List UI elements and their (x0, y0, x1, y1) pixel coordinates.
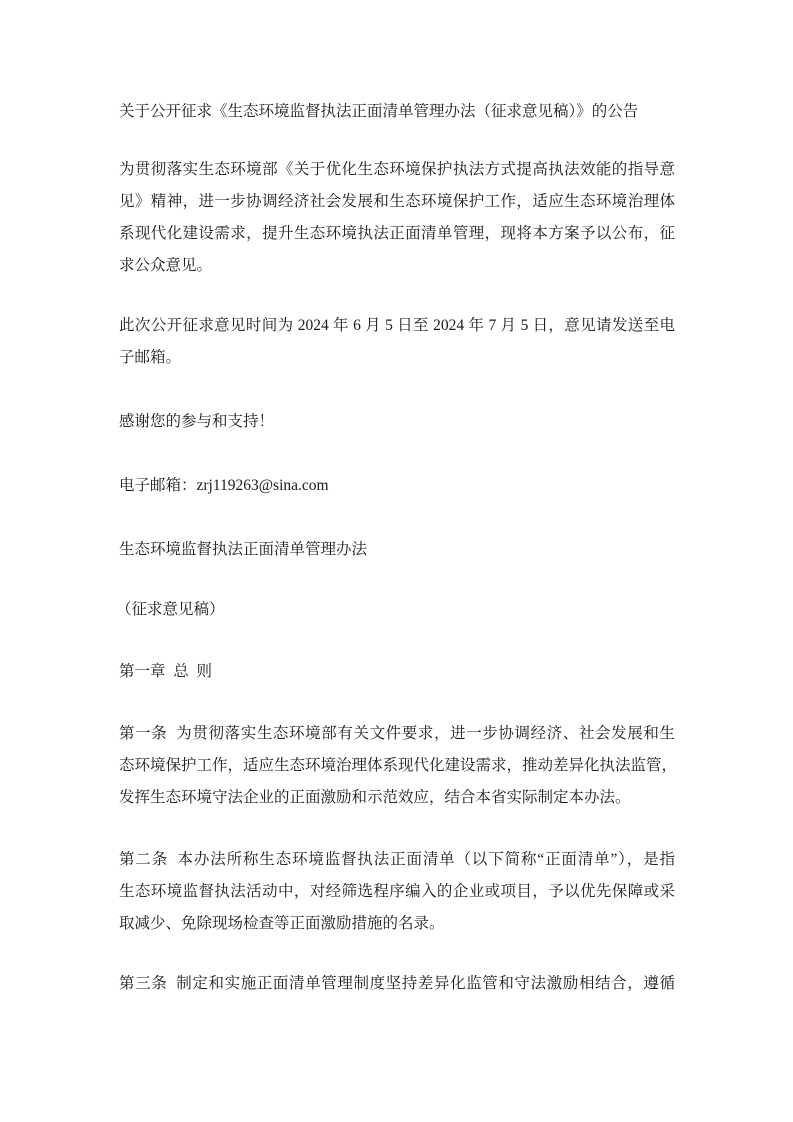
period-line: 子邮箱。 (119, 349, 182, 366)
chapter-heading: 第一章 总 则 (119, 663, 213, 680)
article-1-line: 发挥生态环境守法企业的正面激励和示范效应，结合本省实际制定本办法。 (119, 789, 631, 806)
email-text: 电子邮箱：zrj119263@sina.com (119, 477, 329, 494)
article-1-line: 态环境保护工作，适应生态环境治理体系现代化建设需求，推动差异化执法监管， (119, 757, 678, 774)
period-line: 此次公开征求意见时间为 2024 年 6 月 5 日至 2024 年 7 月 5 日，意见请发送至电 (119, 317, 675, 334)
document-subtitle: （征求意见稿） (116, 601, 225, 618)
article-3-line: 第三条 制定和实施正面清单管理制度坚持差异化监管和守法激励相结合，遵循 (119, 975, 675, 992)
article-2-line: 第二条 本办法所称生态环境监督执法正面清单（以下简称“正面清单”），是指 (119, 851, 675, 868)
document-title: 生态环境监督执法正面清单管理办法 (119, 541, 368, 558)
intro-line: 求公众意见。 (119, 257, 213, 274)
thanks-text: 感谢您的参与和支持！ (119, 413, 275, 430)
intro-line: 系现代化建设需求，提升生态环境执法正面清单管理，现将本方案予以公布，征 (119, 225, 675, 242)
article-2-line: 生态环境监督执法活动中，对经筛选程序编入的企业或项目，予以优先保障或采 (119, 883, 675, 900)
intro-line: 为贯彻落实生态环境部《关于优化生态环境保护执法方式提高执法效能的指导意 (119, 161, 675, 178)
article-2-line: 取减少、免除现场检查等正面激励措施的名录。 (119, 915, 445, 932)
announcement-title: 关于公开征求《生态环境监督执法正面清单管理办法（征求意见稿）》的公告 (119, 103, 639, 120)
intro-line: 见》精神，进一步协调经济社会发展和生态环境保护工作，适应生态环境治理体 (119, 193, 675, 210)
article-1-line: 第一条 为贯彻落实生态环境部有关文件要求，进一步协调经济、社会发展和生 (119, 725, 675, 742)
